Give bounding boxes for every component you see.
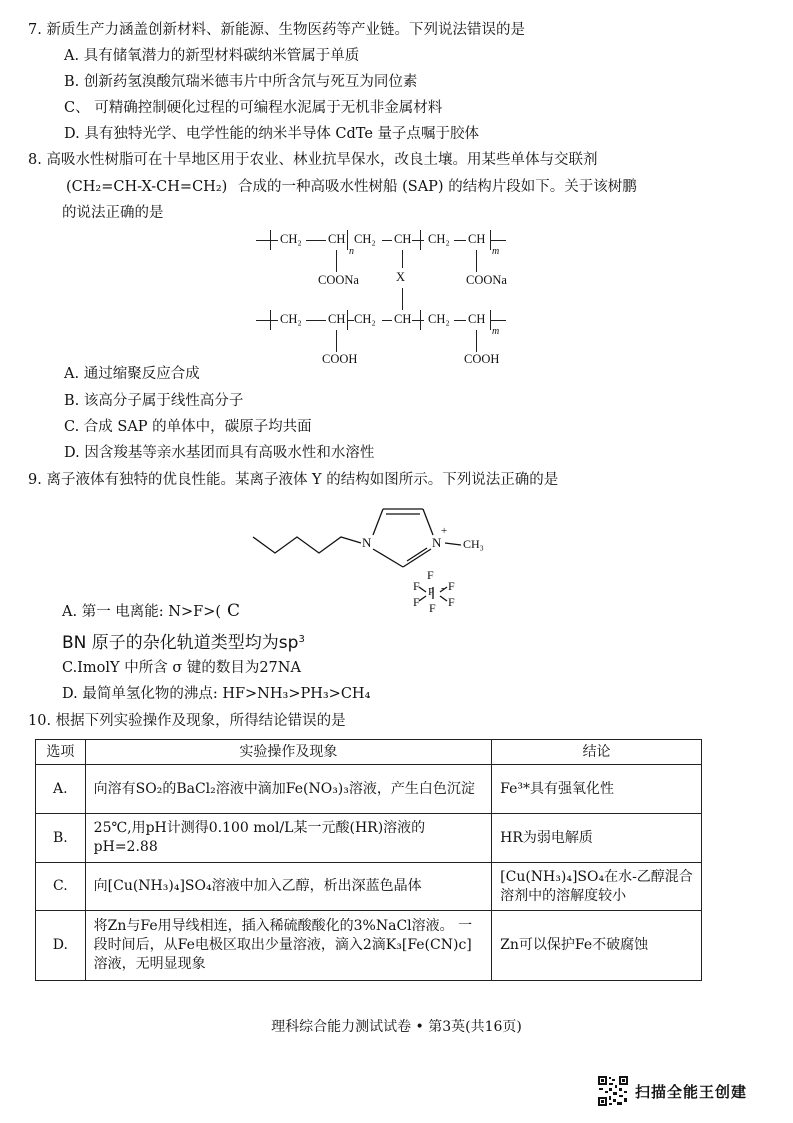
q8-stem-line3: 的说法正确的是	[62, 205, 164, 221]
qr-code-icon	[597, 1075, 629, 1107]
row-c-operation: 向[Cu(NH₃)₄]SO₄溶液中加入乙醇，析出深蓝色晶体	[85, 863, 491, 911]
table-row	[36, 863, 702, 911]
q9-stem: 9. 离子液体有独特的优良性能。某离子液体 Y 的结构如图所示。下列说法正确的是	[28, 472, 559, 488]
row-c-conclusion: [Cu(NH₃)₄]SO₄在水-乙醇混合溶剂中的溶解度较小	[492, 863, 702, 911]
struct-sub-n: n	[349, 246, 354, 257]
scanner-label: 扫描全能王创建	[635, 1083, 748, 1101]
q7-option-b: B. 创新药氢溴酸氘瑞米德韦片中所含氘与死互为同位素	[64, 74, 418, 90]
q9-option-a-c: C	[227, 601, 241, 621]
struct-r1-ch-a: CH	[328, 232, 346, 246]
q8-monomer-formula: (CH₂=CH-X-CH=CH₂)	[66, 179, 228, 195]
table-header-row	[36, 740, 702, 765]
struct-r2-ch-a: CH	[328, 312, 346, 326]
mol-f-bottom: F	[429, 601, 436, 615]
struct-r2-ch2-a: CH₂	[280, 312, 302, 326]
ionic-liquid-structure	[245, 495, 505, 615]
table-row	[36, 765, 702, 814]
struct-coona-2: COONa	[466, 273, 507, 287]
q9-option-b-text: BN 原子的杂化轨道类型均为sp	[62, 633, 299, 653]
mol-f-tl: F	[413, 579, 420, 593]
mol-n1: N	[362, 535, 372, 550]
struct-x: X	[396, 270, 406, 284]
sap-structure-diagram	[250, 220, 550, 370]
q8-stem-line2: 合成的一种高吸水性树船 (SAP) 的结构片段如下。关于该树鹏	[238, 179, 637, 195]
q8-option-c: C. 合成 SAP 的单体中，碳原子均共面	[64, 419, 312, 435]
mol-f-br: F	[448, 595, 455, 609]
struct-r1-ch2-c: CH₂	[428, 232, 450, 246]
mol-f-bl: F	[413, 595, 420, 609]
mol-plus: +	[441, 525, 448, 537]
struct-r2-ch2-b: CH₂	[354, 312, 376, 326]
struct-r1-ch2-b: CH₂	[354, 232, 376, 246]
struct-r2-ch2-c: CH₂	[428, 312, 450, 326]
experiment-table	[35, 739, 702, 981]
table-row	[36, 814, 702, 863]
table-row	[36, 911, 702, 981]
q9-option-a-text: A. 第一 电离能: N>F>(	[62, 604, 221, 620]
mol-p: P	[428, 586, 435, 598]
q7-option-c: C、 可精确控制硬化过程的可编程水泥属于无机非金属材料	[64, 100, 443, 116]
struct-coona-1: COONa	[318, 273, 359, 287]
struct-cooh-1: COOH	[322, 352, 358, 366]
row-a-operation: 向溶有SO₂的BaCl₂溶液中滴加Fe(NO₃)₃溶液，产生白色沉淀	[85, 765, 491, 814]
q8-option-b: B. 该高分子属于线性高分子	[64, 393, 244, 409]
header-operation: 实验操作及现象	[85, 740, 491, 765]
mol-f-top: F	[427, 568, 434, 582]
struct-r2-ch-c: CH	[468, 312, 486, 326]
row-a-option: A.	[36, 765, 86, 814]
q7-option-a: A. 具有储氧潜力的新型材料碳纳米管属于单质	[64, 48, 360, 64]
struct-sub-m-2: m	[492, 326, 500, 337]
header-option: 选项	[36, 740, 86, 765]
row-b-conclusion: HR为弱电解质	[492, 814, 702, 863]
mol-minus: -	[441, 583, 445, 594]
mol-ch3: CH₃	[463, 537, 484, 551]
q9-option-a	[62, 601, 240, 622]
mol-f-tr: F	[448, 579, 455, 593]
row-b-operation: 25℃,用pH计测得0.100 mol/L某一元酸(HR)溶液的pH=2.88	[85, 814, 491, 863]
q8-option-a: A. 通过缩聚反应合成	[64, 366, 200, 382]
q9-option-b-sup: 3	[298, 634, 305, 645]
row-d-option: D.	[36, 911, 86, 981]
mol-n2: N	[432, 535, 442, 550]
q7-option-d: D. 具有独特光学、电学性能的纳米半导体 CdTe 量子点嘱于胶体	[64, 126, 480, 142]
q8-stem-line1: 8. 高吸水性树脂可在十旱地区用于农业、林业抗旱保水，改良土壤。用某些单体与交联剂	[28, 152, 598, 168]
struct-r1-ch2-a: CH₂	[280, 232, 302, 246]
struct-r1-ch-c: CH	[468, 232, 486, 246]
struct-cooh-2: COOH	[464, 352, 500, 366]
row-b-option: B.	[36, 814, 86, 863]
q9-option-d: D. 最简单氢化物的沸点: HF>NH₃>PH₃>CH₄	[62, 686, 371, 702]
q7-stem: 7. 新质生产力涵盖创新材料、新能源、生物医药等产业链。下列说法错误的是	[28, 22, 525, 38]
struct-r1-ch-b: CH	[394, 232, 412, 246]
q9-option-b	[62, 630, 305, 653]
q10-stem: 10. 根据下列实验操作及现象，所得结论错误的是	[28, 713, 346, 729]
row-a-conclusion: Fe³*具有强氧化性	[492, 765, 702, 814]
row-d-operation: 将Zn与Fe用导线相连，插入稀硫酸酸化的3%NaCl溶液。 一段时间后，从Fe电极区取出少量溶液，滴入2滴K₃[Fe(CN)c]溶液，无明显现象	[85, 911, 491, 981]
struct-sub-m-1: m	[492, 246, 500, 257]
molecule-bonds	[245, 495, 505, 615]
q9-option-c: C.ImolY 中所含 σ 键的数目为27NA	[62, 660, 301, 676]
header-conclusion: 结论	[492, 740, 702, 765]
row-c-option: C.	[36, 863, 86, 911]
row-d-conclusion: Zn可以保护Fe不破腐蚀	[492, 911, 702, 981]
struct-r2-ch-b: CH	[394, 312, 412, 326]
page-footer: 理科综合能力测试试卷 • 第3英(共16页)	[271, 1019, 522, 1035]
q8-option-d: D. 因含羧基等亲水基团而具有高吸水性和水溶性	[64, 445, 375, 461]
